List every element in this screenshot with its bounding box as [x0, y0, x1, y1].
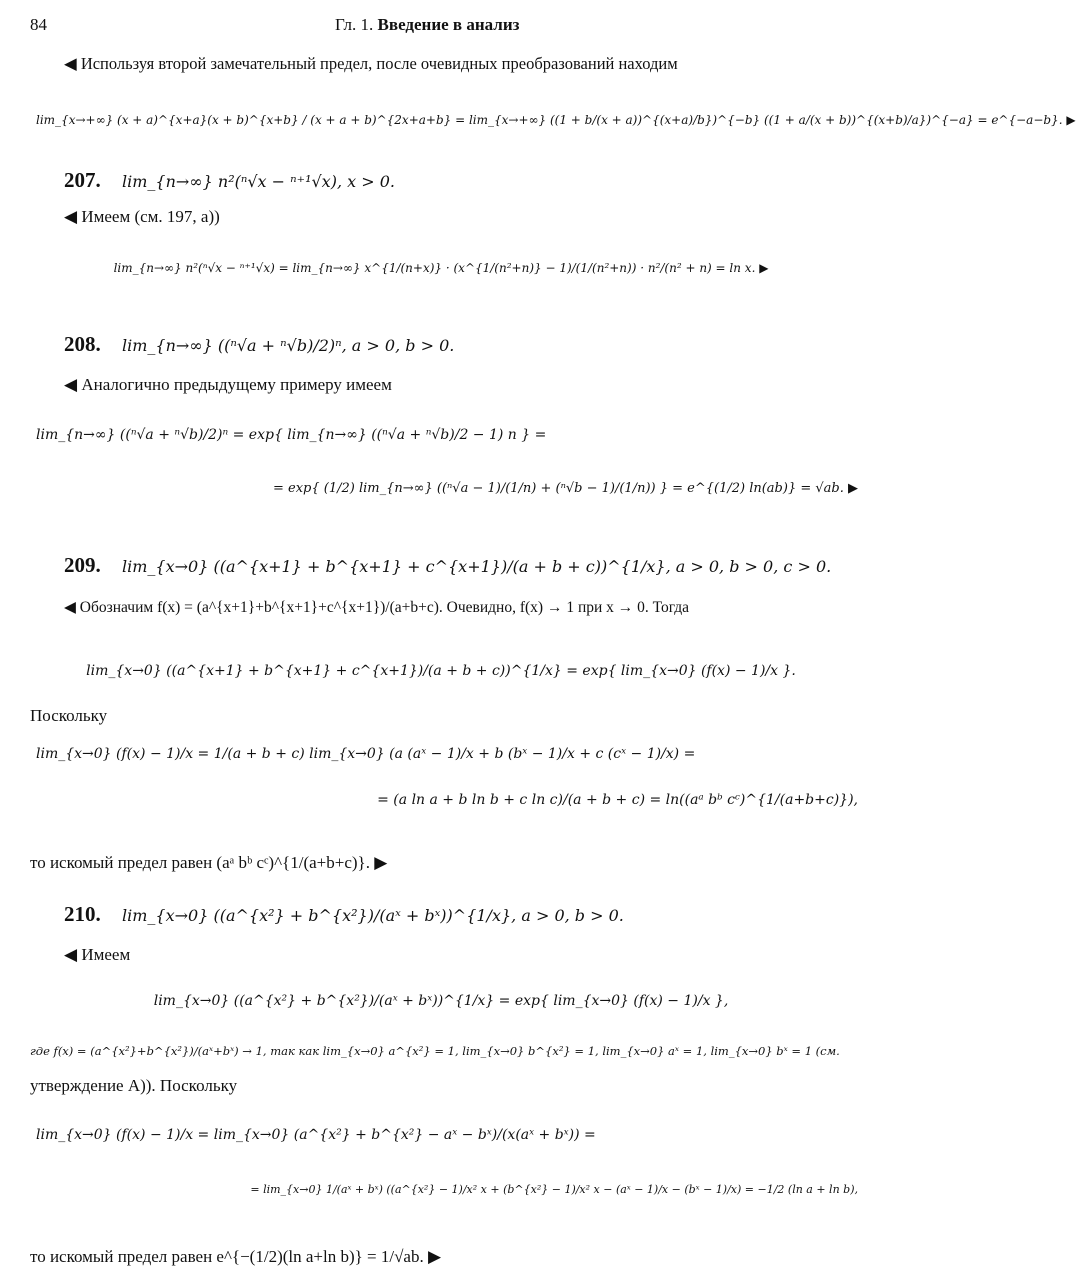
problem-statement: lim_{x→0} ((a^{x+1} + b^{x+1} + c^{x+1})/(a + b + c))^{1/x}, a > 0, b > 0, c > 0.	[122, 557, 832, 576]
text-line: то искомый предел равен (aᵃ bᵇ cᶜ)^{1/(a+b+c)}. ▶	[30, 853, 388, 872]
formula-line: lim_{x→0} ((a^{x+1} + b^{x+1} + c^{x+1})/(a + b + c))^{1/x} = exp{ lim_{x→0} (f(x) − 1)/x }.	[86, 663, 796, 679]
running-head	[335, 16, 519, 33]
chapter-label: Гл. 1.	[335, 15, 374, 34]
formula-line: = (a ln a + b ln b + c ln c)/(a + b + c) = ln((aᵃ bᵇ cᶜ)^{1/(a+b+c)}),	[377, 792, 858, 808]
text-line: ◀ Обозначим f(x) = (a^{x+1}+b^{x+1}+c^{x+1})/(a+b+c). Очевидно, f(x) → 1 при x → 0. Тогда	[64, 599, 690, 616]
problem-number: 210.	[64, 902, 101, 926]
text-line: Поскольку	[30, 706, 108, 725]
text-line: ◀ Имеем	[64, 945, 131, 964]
formula-line: = lim_{x→0} 1/(aˣ + bˣ) ((a^{x²} − 1)/x² x + (b^{x²} − 1)/x² x − (aˣ − 1)/x − (bˣ − 1)/x) = −1/2 (ln a + ln b),	[250, 1183, 858, 1196]
formula-line: lim_{x→+∞} (x + a)^{x+a}(x + b)^{x+b} / (x + a + b)^{2x+a+b} = lim_{x→+∞} ((1 + b/(x + a))^{(x+a)/b})^{−b} ((1 + a/(x + b))^{(x+b)/a})^{−a} = e^{−a−b}. ▶	[36, 113, 1076, 127]
page-number: 84	[30, 15, 47, 34]
problem-number: 208.	[64, 332, 101, 356]
formula-line: lim_{x→0} (f(x) − 1)/x = lim_{x→0} (a^{x²} + b^{x²} − aˣ − bˣ)/(x(aˣ + bˣ)) =	[36, 1127, 596, 1143]
text-line: утверждение А)). Поскольку	[30, 1076, 238, 1095]
problem-number: 207.	[64, 168, 101, 192]
formula-line: lim_{x→0} (f(x) − 1)/x = 1/(a + b + c) lim_{x→0} (a (aˣ − 1)/x + b (bˣ − 1)/x + c (cˣ − 1)/x) =	[36, 746, 696, 762]
problem-statement: lim_{x→0} ((a^{x²} + b^{x²})/(aˣ + bˣ))^{1/x}, a > 0, b > 0.	[122, 906, 624, 925]
text-line: ◀ Имеем (см. 197, а))	[64, 207, 220, 226]
text-line: ◀ Используя второй замечательный предел, после очевидных преобразований находим	[64, 54, 678, 73]
formula-line: lim_{x→0} ((a^{x²} + b^{x²})/(aˣ + bˣ))^{1/x} = exp{ lim_{x→0} (f(x) − 1)/x },	[153, 993, 729, 1009]
problem-number: 209.	[64, 553, 101, 577]
text-line: то искомый предел равен e^{−(1/2)(ln a+ln b)} = 1/√ab. ▶	[30, 1247, 442, 1266]
formula-line: lim_{n→∞} ((ⁿ√a + ⁿ√b)/2)ⁿ = exp{ lim_{n→∞} ((ⁿ√a + ⁿ√b)/2 − 1) n } =	[36, 427, 547, 443]
problem-statement: lim_{n→∞} n²(ⁿ√x − ⁿ⁺¹√x), x > 0.	[122, 172, 395, 191]
formula-line: = exp{ (1/2) lim_{n→∞} ((ⁿ√a − 1)/(1/n) + (ⁿ√b − 1)/(1/n)) } = e^{(1/2) ln(ab)} = √ab. ▶	[272, 481, 858, 496]
problem-statement: lim_{n→∞} ((ⁿ√a + ⁿ√b)/2)ⁿ, a > 0, b > 0.	[122, 336, 455, 355]
text-line: ◀ Аналогично предыдущему примеру имеем	[64, 375, 392, 394]
formula-line: lim_{n→∞} n²(ⁿ√x − ⁿ⁺¹√x) = lim_{n→∞} x^{1/(n+x)} · (x^{1/(n²+n)} − 1)/(1/(n²+n)) · n²/(n² + n) = ln x. ▶	[113, 261, 769, 275]
chapter-title: Введение в анализ	[377, 15, 520, 34]
text-line: где f(x) = (a^{x²}+b^{x²})/(aˣ+bˣ) → 1, так как lim_{x→0} a^{x²} = 1, lim_{x→0} b^{x²} = 1, lim_{x→0} aˣ = 1, lim_{x→0} bˣ = 1 (см.	[30, 1044, 840, 1058]
